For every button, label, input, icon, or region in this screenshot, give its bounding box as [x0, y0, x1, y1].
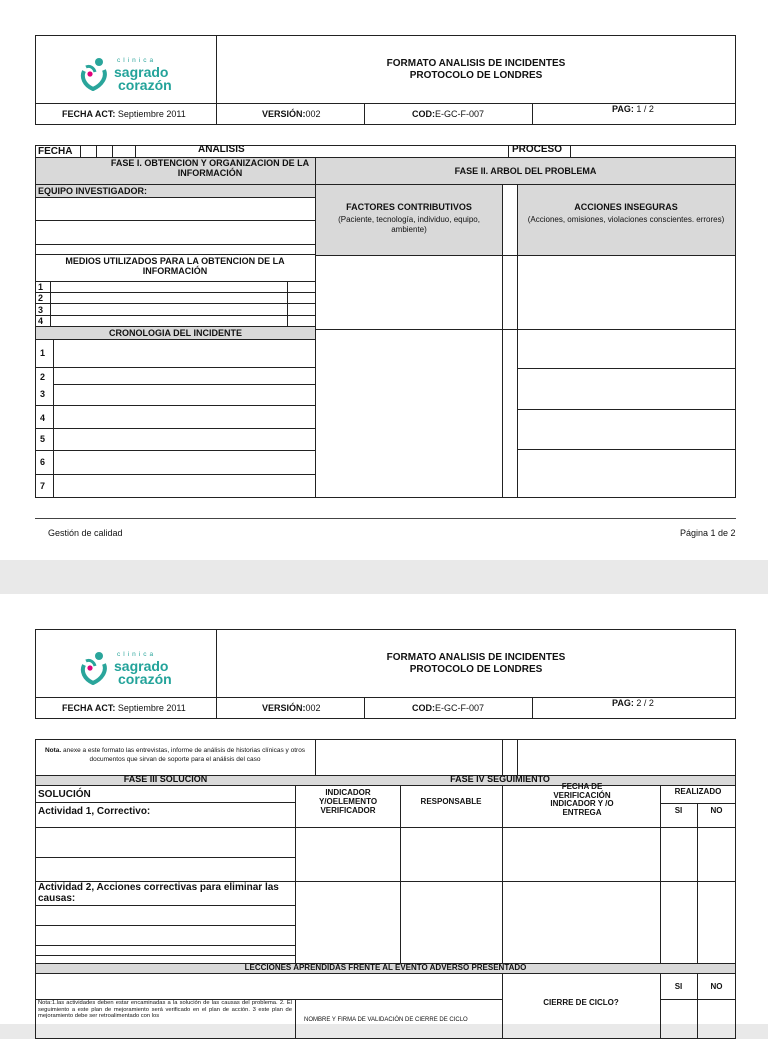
crono-row-2: 2	[40, 372, 46, 382]
no-cierre: NO	[710, 982, 723, 991]
crono-row-3: 3	[40, 389, 46, 399]
codigo-2: COD:E-GC-F-007	[412, 703, 485, 713]
version: VERSIÓN:002	[262, 109, 321, 119]
cronologia-title: CRONOLOGIA DEL INCIDENTE	[108, 328, 242, 338]
nota2-text: Nota:1.las actividades deben estar encaminadas a la solución de las causas del problema. 2. El seguimiento a este plan de mejoramiento será verificado en el plan de acción. 3 este plan de mejoramiento debe ser retroalimentado con los	[38, 1000, 292, 1019]
fase4-title: FASE IV SEGUIMIENTO	[450, 774, 550, 784]
medios-title: MEDIOS UTILIZADOS PARA LA OBTENCION DE LA INFORMACIÓN	[65, 256, 285, 276]
codigo: COD:E-GC-F-007	[412, 109, 485, 119]
acciones-title: ACCIONES INSEGURAS	[574, 202, 678, 212]
medios-row-3: 3	[38, 305, 44, 315]
fecha-act: FECHA ACT: Septiembre 2011	[62, 109, 186, 119]
crono-row-1: 1	[40, 348, 46, 358]
logo-small-text: clinica	[117, 57, 157, 64]
crono-row-4: 4	[40, 413, 46, 423]
factores-subtitle: (Paciente, tecnología, individuo, equipo, ambiente)	[338, 215, 480, 234]
fase3-title: FASE III SOLUCION	[123, 774, 208, 784]
heart-logo-icon	[80, 57, 110, 91]
medios-row-4: 4	[38, 316, 44, 326]
actividad1-label: Actividad 1, Correctivo:	[38, 806, 151, 817]
no-header: NO	[710, 806, 723, 815]
logo-line2: corazón	[118, 77, 172, 93]
responsable-header: RESPONSABLE	[420, 797, 482, 806]
logo-line1: sagrado	[114, 658, 169, 674]
fecha-act-2: FECHA ACT: Septiembre 2011	[62, 703, 186, 713]
version-2: VERSIÓN:002	[262, 703, 321, 713]
solucion-label: SOLUCIÓN	[38, 789, 91, 800]
form-title-2: FORMATO ANALISIS DE INCIDENTES PROTOCOLO DE LONDRES	[386, 652, 566, 675]
medios-row-1: 1	[38, 282, 44, 292]
fase2-title: FASE II. ARBOL DEL PROBLEMA	[454, 166, 597, 176]
si-header: SI	[674, 806, 683, 815]
logo-line2: corazón	[118, 671, 172, 687]
realizado-header: REALIZADO	[674, 787, 722, 796]
crono-row-5: 5	[40, 434, 46, 444]
factores-title: FACTORES CONTRIBUTIVOS	[346, 202, 472, 212]
firma-label: NOMBRE Y FIRMA DE VALIDACIÓN DE CIERRE DE CICLO	[304, 1017, 468, 1023]
proceso-label: PROCESO	[512, 144, 563, 155]
pagina-2: PAG: 2 / 2	[612, 698, 654, 708]
crono-row-6: 6	[40, 457, 46, 467]
clinic-logo-2	[80, 649, 200, 689]
logo-small-text: clinica	[117, 651, 157, 658]
equipo-label: EQUIPO INVESTIGADOR:	[38, 186, 148, 196]
lecciones-title: LECCIONES APRENDIDAS FRENTE AL EVENTO ADVERSO PRESENTADO	[244, 963, 527, 972]
clinic-logo	[80, 55, 200, 95]
fecha-label: FECHA	[38, 146, 73, 157]
actividad2-label: Actividad 2, Acciones correctivas para eliminar las causas:	[38, 882, 279, 904]
footer-left: Gestión de calidad	[48, 528, 123, 538]
indicador-header: INDICADOR Y/OELEMENTO VERIFICADOR	[318, 788, 378, 815]
si-cierre: SI	[674, 982, 683, 991]
cierre-label: CIERRE DE CICLO?	[543, 998, 619, 1007]
crono-row-7: 7	[40, 481, 46, 491]
page-2	[0, 594, 768, 1024]
acciones-subtitle: (Acciones, omisiones, violaciones conscientes. errores)	[527, 215, 725, 224]
fecha-verificacion-header: FECHA DE VERIFICACIÓN INDICADOR Y /O ENTREGA	[550, 782, 614, 817]
analisis-label: ANALISIS	[198, 144, 245, 155]
logo-line1: sagrado	[114, 64, 169, 80]
nota-text: Nota. anexe a este formato las entrevistas, informe de análisis de historias clínicas y otros documentos que sirvan de soporte para el análisis del caso	[44, 747, 306, 763]
fase1-title: FASE I. OBTENCION Y ORGANIZACION DE LA INFORMACIÓN	[110, 158, 310, 178]
heart-logo-icon	[80, 651, 110, 685]
footer-right: Página 1 de 2	[680, 528, 736, 538]
medios-row-2: 2	[38, 293, 44, 303]
form-title: FORMATO ANALISIS DE INCIDENTES PROTOCOLO DE LONDRES	[386, 58, 566, 81]
pagina: PAG: 1 / 2	[612, 104, 654, 114]
